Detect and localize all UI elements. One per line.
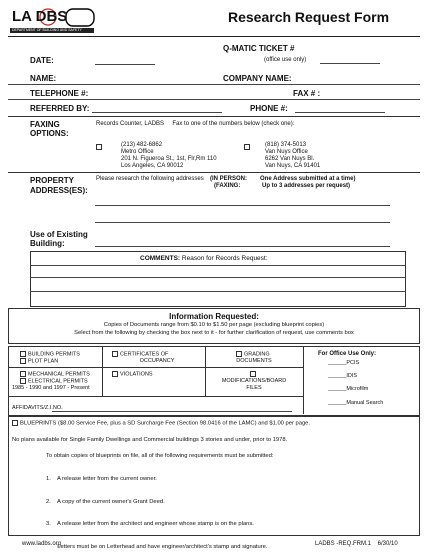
vannuys-street: 6262 Van Nuys Bl. (265, 156, 315, 162)
plot-plan-label: PLOT PLAN (28, 358, 59, 365)
cert-occupancy-label: CERTIFICATES OF (120, 351, 169, 358)
affidavits-field[interactable] (52, 411, 292, 412)
fax-label: FAX # : (293, 89, 321, 98)
name-field[interactable] (8, 84, 420, 85)
requirement-item: Letters must be on Letterhead and have engineer/architect's stamp and signature. (46, 543, 268, 550)
metro-office-checkbox[interactable] (96, 144, 102, 150)
comments-text: Reason for Records Request: (181, 255, 268, 262)
comments-line-2[interactable] (30, 277, 405, 278)
grading-label-2: DOCUMENTS (236, 358, 272, 364)
table-divider (303, 346, 304, 414)
no-plans-note: No plans available for Single Family Dwellings and Commercial buildings 3 stories and under, prior to 1978. (12, 437, 288, 443)
logo-text: LA DBS (12, 8, 68, 25)
use-existing-field[interactable] (95, 246, 390, 247)
violations-option[interactable] (112, 371, 153, 377)
affidavits-label: AFFIDAVITS/Z.I.NO. (12, 405, 63, 411)
info-line-2: Select from the following by checking the box next to it - for further clarification of request, use comments box (74, 330, 354, 336)
pcis-field[interactable] (328, 360, 359, 366)
cert-occupancy-checkbox[interactable] (112, 351, 118, 357)
date-label: DATE: (30, 56, 54, 65)
blueprints-checkbox[interactable] (12, 420, 18, 426)
violations-checkbox[interactable] (112, 371, 118, 377)
divider (8, 36, 420, 37)
metro-phone: (213) 482-6862 (121, 142, 163, 148)
comments-label: COMMENTS: (140, 255, 181, 262)
property-intro: Please research the following addresses (96, 176, 204, 182)
divider (8, 116, 420, 117)
building-permits-checkbox[interactable] (20, 351, 26, 357)
pcis-blank: ______ (328, 360, 347, 366)
qmatic-field[interactable] (320, 63, 380, 64)
elec-years: 1985 - 1990 and 1997 - Present (12, 385, 90, 391)
table-divider (102, 346, 103, 396)
modifications-option[interactable] (205, 371, 303, 377)
requirements-list (46, 461, 268, 559)
elec-permits-option[interactable] (20, 378, 88, 384)
violations-label: VIOLATIONS (120, 371, 153, 378)
comments-line-3[interactable] (30, 291, 405, 292)
referred-field[interactable] (92, 112, 222, 113)
metro-city: Los Angeles, CA 90012 (121, 163, 184, 169)
name-label: NAME: (30, 74, 57, 83)
cert-occupancy-option[interactable] (112, 351, 168, 357)
telephone-field[interactable] (8, 99, 420, 100)
vannuys-office-checkbox[interactable] (244, 144, 250, 150)
info-title: Information Requested: (169, 312, 259, 321)
building-label: Building: (30, 239, 65, 248)
telephone-label: TELEPHONE #: (30, 89, 89, 98)
logo-subtitle: DEPARTMENT OF BUILDING AND SAFETY (12, 28, 82, 32)
elec-permits-label: ELECTRICAL PERMITS (28, 378, 88, 385)
info-line-1: Copies of Documents range from $0.10 to $1.50 per page (excluding blueprint copies) (103, 322, 325, 328)
microfilm-field[interactable] (328, 386, 368, 392)
requirement-item: 2. A copy of the current owner's Grant Deed. (46, 498, 165, 505)
manual-search-blank: ______ (328, 400, 347, 406)
vannuys-phone: (818) 374-5013 (265, 142, 307, 148)
vannuys-name: Van Nuys Office (265, 149, 308, 155)
in-person-label: (IN PERSON: (210, 176, 248, 182)
blueprints-intro: To obtain copies of blueprints on file, all of the following requirements must be submitted: (46, 453, 274, 459)
building-permits-label: BUILDING PERMITS (28, 351, 80, 358)
page-title: Research Request Form (228, 9, 390, 25)
office-use-title: For Office Use Only: (318, 351, 377, 357)
metro-name: Metro Office (121, 149, 154, 155)
faxing-intro: Records Counter, LADBS Fax to one of the numbers below (check one): (96, 121, 295, 127)
microfilm-blank: ______ (328, 386, 347, 392)
elec-permits-checkbox[interactable] (20, 378, 26, 384)
blueprints-label: BLUEPRINTS ($8.00 Service Fee, plus a SD Surcharge Fee (Section 98.0416 of the LAMC) and $1.00 per page. (20, 420, 311, 427)
modifications-checkbox[interactable] (250, 371, 256, 377)
manual-search-label: Manual Search (346, 400, 384, 406)
faxing-label: FAXING (30, 120, 60, 129)
requirement-item: 1. A release letter from the current owner. (46, 476, 157, 482)
idis-field[interactable] (328, 373, 357, 379)
faxing-paren-text: Up to 3 addresses per request) (262, 183, 351, 189)
comments-heading (140, 255, 268, 262)
building-permits-option[interactable] (20, 351, 80, 357)
office-use-only-note: (office use only) (264, 57, 307, 63)
qmatic-label: Q-MATIC TICKET # (223, 44, 295, 53)
requirement-item: 3. A release letter from the architect and engineer whose stamp is on the plans. (46, 521, 254, 527)
modifications-label: MODIFICATIONS/BOARD (221, 378, 287, 384)
ladbs-logo (8, 8, 96, 34)
faxing-paren-label: (FAXING: (214, 183, 241, 189)
mech-permits-checkbox[interactable] (20, 371, 26, 377)
addresses-label: ADDRESS(ES): (30, 186, 88, 195)
cert-occupancy-label-2: OCCUPANCY (139, 358, 175, 364)
grading-checkbox[interactable] (236, 351, 242, 357)
plot-plan-checkbox[interactable] (20, 358, 26, 364)
address-field-1[interactable] (95, 205, 390, 206)
pcis-label: PCIS (346, 360, 360, 366)
phone-field[interactable] (295, 112, 385, 113)
grading-option[interactable] (236, 351, 270, 357)
blueprints-option[interactable] (12, 420, 310, 427)
company-label: COMPANY NAME: (223, 74, 292, 83)
divider (8, 172, 420, 173)
footer-code: LADBS -REQ.FRM.1 6/30/10 (315, 541, 398, 547)
mech-permits-option[interactable] (20, 371, 90, 377)
manual-search-field[interactable] (328, 400, 383, 406)
idis-label: IDIS (346, 373, 358, 379)
phone-label: PHONE #: (250, 104, 288, 113)
address-field-2[interactable] (95, 222, 390, 223)
date-field[interactable] (95, 64, 155, 65)
comments-line-1[interactable] (30, 265, 405, 266)
idis-blank: ______ (328, 373, 347, 379)
referred-label: REFERRED BY: (30, 104, 90, 113)
metro-office-info (121, 142, 217, 170)
use-existing-label: Use of Existing (30, 230, 88, 239)
mech-permits-label: MECHANICAL PERMITS (28, 371, 90, 378)
options-label: OPTIONS: (30, 129, 69, 138)
footer-url[interactable]: www.ladbs.org (22, 541, 62, 547)
modifications-label-2: FILES (246, 385, 262, 391)
property-label: PROPERTY (30, 176, 75, 185)
vannuys-city: Van Nuys, CA 91401 (265, 163, 321, 169)
metro-street: 201 N. Figueroa St., 1st, Flr,Rm 110 (121, 156, 217, 162)
table-divider (8, 396, 303, 397)
table-divider (8, 367, 303, 368)
microfilm-label: Microfilm (346, 386, 369, 392)
grading-label: GRADING (244, 351, 270, 358)
plot-plan-option[interactable] (20, 358, 58, 364)
in-person-text: One Address submitted at a time) (260, 176, 356, 182)
vannuys-office-info (265, 142, 320, 170)
